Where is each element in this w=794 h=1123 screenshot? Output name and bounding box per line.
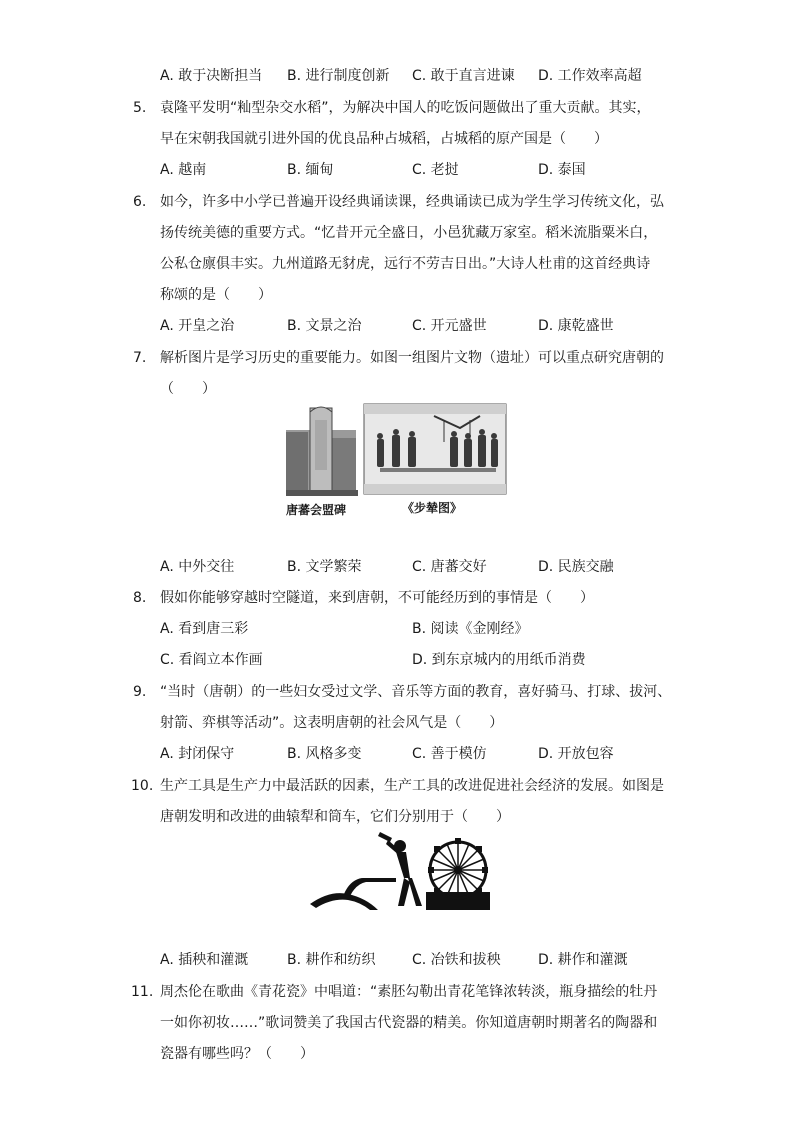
q10-option-d: D. 耕作和灌溉 xyxy=(538,952,628,968)
q7-text-line: 解析图片是学习历史的重要能力。如图一组图片文物（遗址）可以重点研究唐朝的 xyxy=(160,350,664,366)
q6-option-d: D. 康乾盛世 xyxy=(538,318,614,334)
q8-option-d: D. 到东京城内的用纸币消费 xyxy=(412,652,586,668)
q10-text-line: 生产工具是生产力中最活跃的因素，生产工具的改进促进社会经济的发展。如图是 xyxy=(160,778,664,794)
q9-text-line: 射箭、弈棋等活动”。这表明唐朝的社会风气是（ ） xyxy=(160,715,504,731)
q8-option-a: A. 看到唐三彩 xyxy=(160,621,249,637)
q9-option-c: C. 善于模仿 xyxy=(412,746,487,762)
q5-option-a: A. 越南 xyxy=(160,162,207,178)
q5-text-line: 早在宋朝我国就引进外国的优良品种占城稻，占城稻的原产国是（ ） xyxy=(160,131,608,147)
q9-option-b: B. 风格多变 xyxy=(287,746,362,762)
q9-text-line: “当时（唐朝）的一些妇女受过文学、音乐等方面的教育，喜好骑马、打球、拔河、 xyxy=(160,684,672,700)
q7-option-b: B. 文学繁荣 xyxy=(287,559,362,575)
q6-text-line: 扬传统美德的重要方式。“忆昔开元全盛日，小邑犹藏万家室。稻米流脂粟米白， xyxy=(160,225,658,241)
q6-text-line: 公私仓廪俱丰实。九州道路无豺虎，远行不劳吉日出。”大诗人杜甫的这首经典诗 xyxy=(160,256,651,272)
q11-text-line: 周杰伦在歌曲《青花瓷》中唱道：“素胚勾勒出青花笔锋浓转淡，瓶身描绘的牡丹 xyxy=(160,984,658,1000)
q11-number: 11. xyxy=(131,984,154,1000)
q10-option-b: B. 耕作和纺织 xyxy=(287,952,376,968)
q7-option-c: C. 唐蕃交好 xyxy=(412,559,487,575)
q11-text-line: 瓷器有哪些吗？（ ） xyxy=(160,1046,314,1062)
q8-text-line: 假如你能够穿越时空隧道，来到唐朝，不可能经历到的事情是（ ） xyxy=(160,590,594,606)
q7-number: 7. xyxy=(133,350,147,366)
curved-shaft-plow-illustration xyxy=(310,832,422,910)
q5-option-d: D. 泰国 xyxy=(538,162,586,178)
q10-figure xyxy=(300,832,492,912)
q10-option-a: A. 插秧和灌溉 xyxy=(160,952,249,968)
bunian-tu-painting xyxy=(364,404,506,494)
q8-number: 8. xyxy=(133,590,147,606)
q9-number: 9. xyxy=(133,684,147,700)
q10-option-c: C. 冶铁和拔秧 xyxy=(412,952,501,968)
q11-text-line: 一如你初妆……”歌词赞美了我国古代瓷器的精美。你知道唐朝时期著名的陶器和 xyxy=(160,1015,658,1031)
q10-number: 10. xyxy=(131,778,154,794)
q5-text-line: 袁隆平发明“籼型杂交水稻”，为解决中国人的吃饭问题做出了重大贡献。其实， xyxy=(160,100,651,116)
q10-text-line: 唐朝发明和改进的曲辕犁和筒车，它们分别用于（ ） xyxy=(160,809,510,825)
q4-option-d: D. 工作效率高超 xyxy=(538,68,642,84)
q8-option-b: B. 阅读《金刚经》 xyxy=(412,621,529,637)
water-wheel-illustration xyxy=(426,838,490,910)
q4-option-c: C. 敢于直言进谏 xyxy=(412,68,515,84)
q6-text-line: 称颂的是（ ） xyxy=(160,287,272,303)
tang-tibet-stele-photo xyxy=(286,407,358,496)
q5-number: 5. xyxy=(133,100,147,116)
q9-option-a: A. 封闭保守 xyxy=(160,746,235,762)
q6-option-b: B. 文景之治 xyxy=(287,318,362,334)
q5-option-c: C. 老挝 xyxy=(412,162,459,178)
q6-number: 6. xyxy=(133,194,147,210)
q7-caption-stele: 唐蕃会盟碑 xyxy=(286,503,347,517)
q8-option-c: C. 看阎立本作画 xyxy=(160,652,263,668)
q6-option-c: C. 开元盛世 xyxy=(412,318,487,334)
q7-caption-painting: 《步辇图》 xyxy=(402,501,463,515)
q6-text-line: 如今，许多中小学已普遍开设经典诵读课，经典诵读已成为学生学习传统文化，弘 xyxy=(160,194,664,210)
q7-text-line: （ ） xyxy=(160,381,216,397)
q7-option-d: D. 民族交融 xyxy=(538,559,614,575)
q5-option-b: B. 缅甸 xyxy=(287,162,334,178)
q4-option-b: B. 进行制度创新 xyxy=(287,68,390,84)
q9-option-d: D. 开放包容 xyxy=(538,746,614,762)
q4-option-a: A. 敢于决断担当 xyxy=(160,68,263,84)
q6-option-a: A. 开皇之治 xyxy=(160,318,235,334)
q7-option-a: A. 中外交往 xyxy=(160,559,235,575)
